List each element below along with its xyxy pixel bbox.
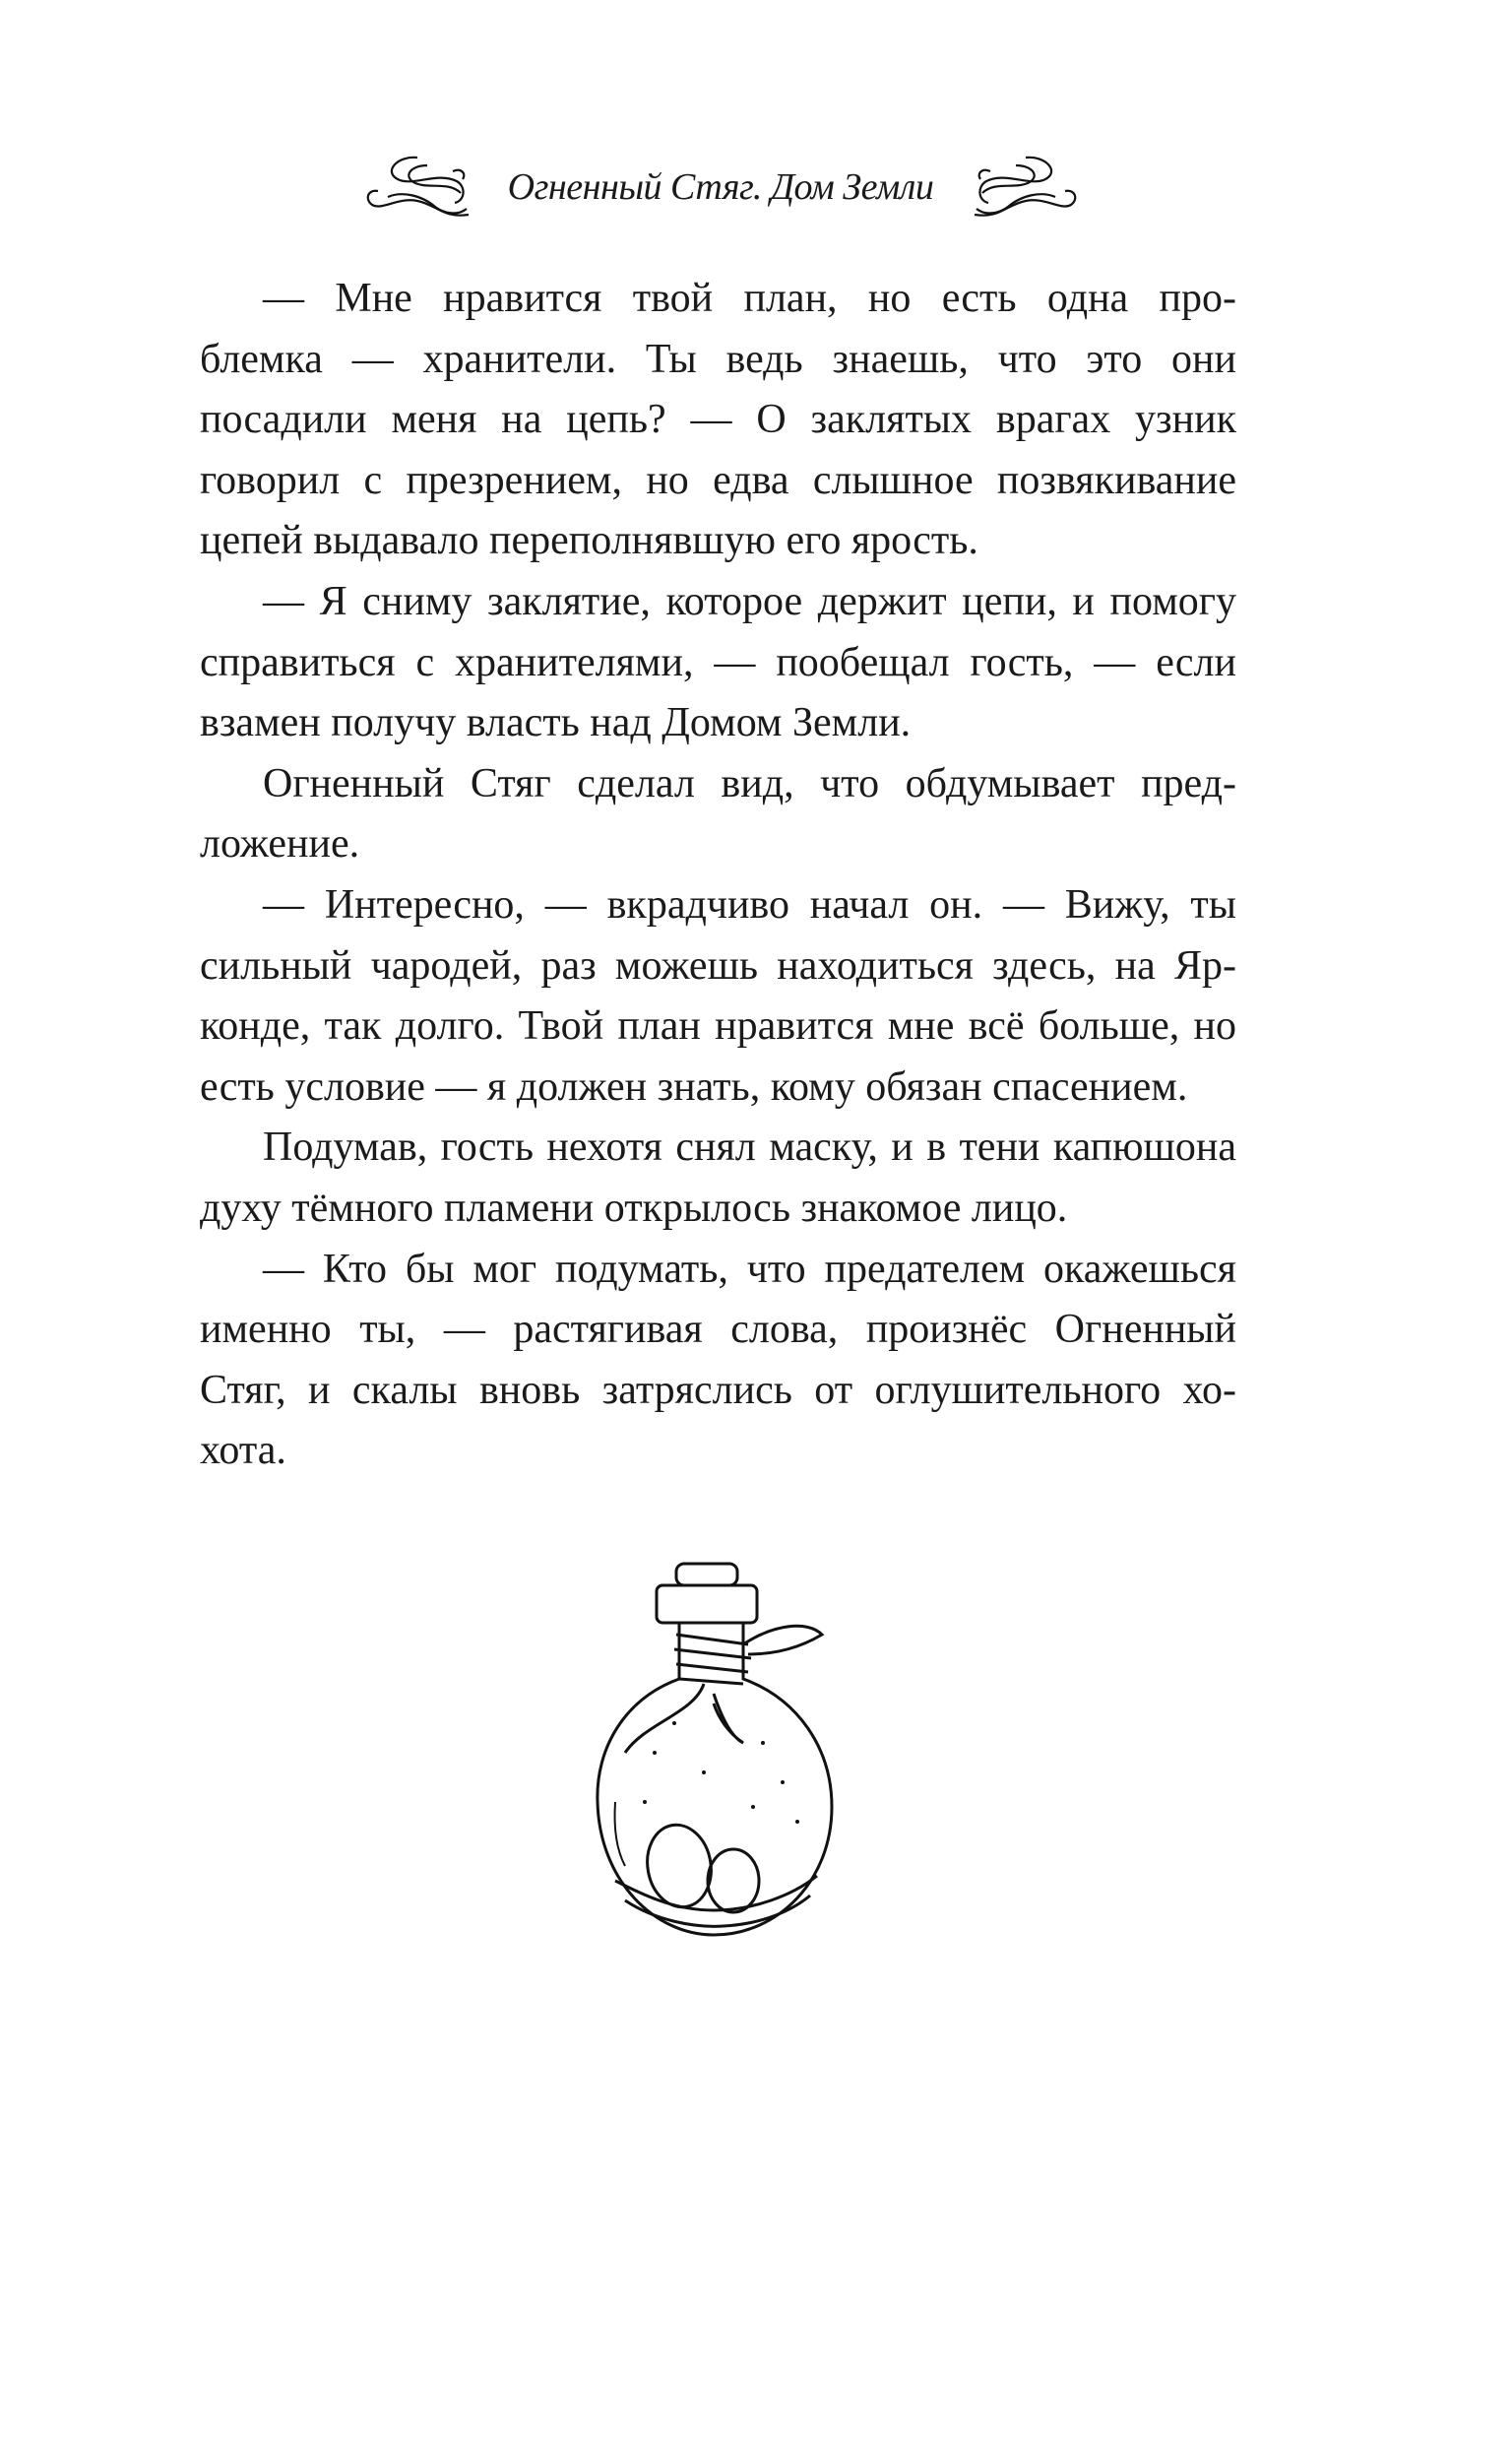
text-line: — Интересно, — вкрадчиво начал он. — Вижу, ты xyxy=(263,881,1236,928)
flourish-ornament-icon xyxy=(969,152,1085,223)
text-line: хота. xyxy=(200,1428,286,1474)
text-line: духу тёмного пламени открылось знакомое лицо. xyxy=(200,1185,1068,1231)
text-line: цепей выдавало переполнявшую его ярость. xyxy=(200,518,978,564)
text-line: есть условие — я должен знать, кому обязан спасением. xyxy=(200,1063,1188,1110)
paragraph xyxy=(200,754,1236,875)
text-line: конде, так долго. Твой план нравится мне всё больше, но xyxy=(200,1003,1236,1050)
text-line: — Мне нравится твой план, но есть одна про- xyxy=(263,276,1236,321)
body-text xyxy=(200,269,1236,1482)
text-line: посадили меня на цепь? — О заклятых врагах узник xyxy=(200,397,1236,443)
paragraph xyxy=(200,269,1236,572)
paragraph xyxy=(200,1240,1236,1482)
flourish-ornament-icon xyxy=(358,152,474,223)
text-line: Подумав, гость нехотя снял маску, и в тени капюшона xyxy=(263,1125,1236,1171)
text-line: именно ты, — растягивая слова, произнёс Огненный xyxy=(200,1307,1236,1353)
text-line: справиться с хранителями, — пообещал гость, — если xyxy=(200,639,1236,685)
text-line: Огненный Стяг сделал вид, что обдумывает пред- xyxy=(263,760,1236,806)
text-line: взамен получу власть над Домом Земли. xyxy=(200,700,912,746)
paragraph xyxy=(200,875,1236,1118)
text-line: сильный чародей, раз можешь находиться здесь, на Яр- xyxy=(200,942,1236,989)
running-header xyxy=(0,148,1512,226)
text-line: говорил с презрением, но едва слышное позвякивание xyxy=(200,457,1236,503)
text-line: блемка — хранители. Ты ведь знаешь, что это они xyxy=(200,336,1236,382)
text-line: ложение. xyxy=(200,821,360,868)
running-title: Огненный Стяг. Дом Земли xyxy=(507,166,934,208)
text-line: — Я сниму заклятие, которое держит цепи, и помогу xyxy=(263,578,1236,624)
text-line: Стяг, и скалы вновь затряслись от оглушительного хо- xyxy=(200,1367,1236,1413)
paragraph xyxy=(200,572,1236,754)
potion-bottle-illustration-icon xyxy=(586,1556,851,1950)
text-line: — Кто бы мог подумать, что предателем окажешься xyxy=(263,1246,1236,1292)
paragraph xyxy=(200,1118,1236,1239)
